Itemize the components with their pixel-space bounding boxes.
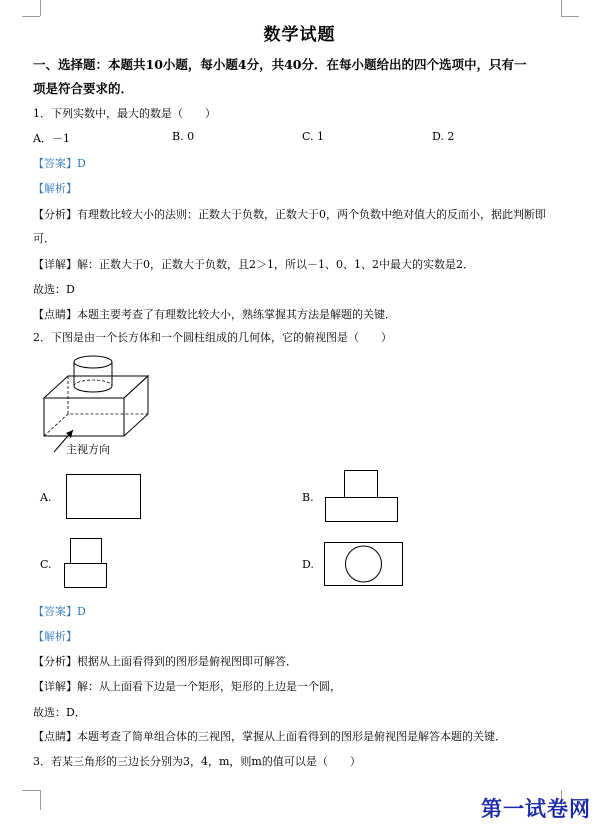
watermark-logo: 第一试卷网 <box>481 796 591 821</box>
q1-option-d: D. 2 <box>432 130 455 143</box>
q2-option-b-figure <box>325 470 399 524</box>
crop-mark <box>40 790 41 810</box>
crop-mark <box>22 790 40 791</box>
q1-option-a: A．－1 <box>33 132 70 145</box>
section-heading-line2: 项是符合要求的． <box>33 81 134 96</box>
q2-analysis: 【分析】根据从上面看得到的图形是俯视图即可解答． <box>33 655 297 668</box>
q2-option-c-label: C. <box>40 558 52 571</box>
q2-option-d-label: D. <box>302 558 314 571</box>
q1-comment: 【点睛】本题主要考查了有理数比较大小，熟练掌握其方法是解题的关键． <box>33 308 396 321</box>
q3-stem: 3．若某三角形的三边长分别为3，4，m，则m的值可以是（ ） <box>33 755 361 768</box>
q1-choice: 故选：D <box>33 283 75 296</box>
q2-stem: 2．下图是由一个长方体和一个圆柱组成的几何体，它的俯视图是（ ） <box>33 331 392 344</box>
page-title: 数学试题 <box>263 25 336 45</box>
q1-detail: 【详解】解：正数大于0，正数大于负数，且2＞1，所以－1、0、1、2中最大的实数是2． <box>33 258 474 271</box>
q2-detail: 【详解】解：从上面看下边是一个矩形，矩形的上边是一个圆， <box>33 680 341 693</box>
q2-choice: 故选：D． <box>33 706 86 719</box>
q1-analysis-label: 【解析】 <box>33 182 77 195</box>
q1-option-c: C. 1 <box>302 130 325 143</box>
q2-comment: 【点睛】本题考查了简单组合体的三视图，掌握从上面看得到的图形是俯视图是解答本题的关键． <box>33 730 506 743</box>
q1-analysis-line1: 【分析】有理数比较大小的法则：正数大于负数，正数大于0，两个负数中绝对值大的反而小，据此判断即 <box>33 208 546 221</box>
q2-option-a-label: A. <box>40 491 52 504</box>
q2-option-b-label: B. <box>302 491 314 504</box>
crop-mark <box>561 16 579 17</box>
q2-answer: 【答案】D <box>33 605 86 618</box>
crop-mark <box>561 0 562 16</box>
q1-answer: 【答案】D <box>33 157 86 170</box>
crop-mark <box>40 0 41 16</box>
q2-analysis-label: 【解析】 <box>33 630 77 643</box>
q1-analysis-line2: 可． <box>33 232 55 245</box>
q1-option-b: B. 0 <box>172 130 195 143</box>
section-heading-line1: 一、选择题：本题共10小题，每小题4分，共40分．在每小题给出的四个选项中，只有一 <box>33 57 527 72</box>
q2-figure-label: 主视方向 <box>66 443 110 456</box>
q2-option-d-figure <box>324 542 404 588</box>
q2-option-a-figure <box>66 474 142 520</box>
crop-mark <box>22 16 40 17</box>
q2-option-c-figure <box>64 538 109 590</box>
q1-stem: 1．下列实数中，最大的数是（ ） <box>33 107 216 120</box>
